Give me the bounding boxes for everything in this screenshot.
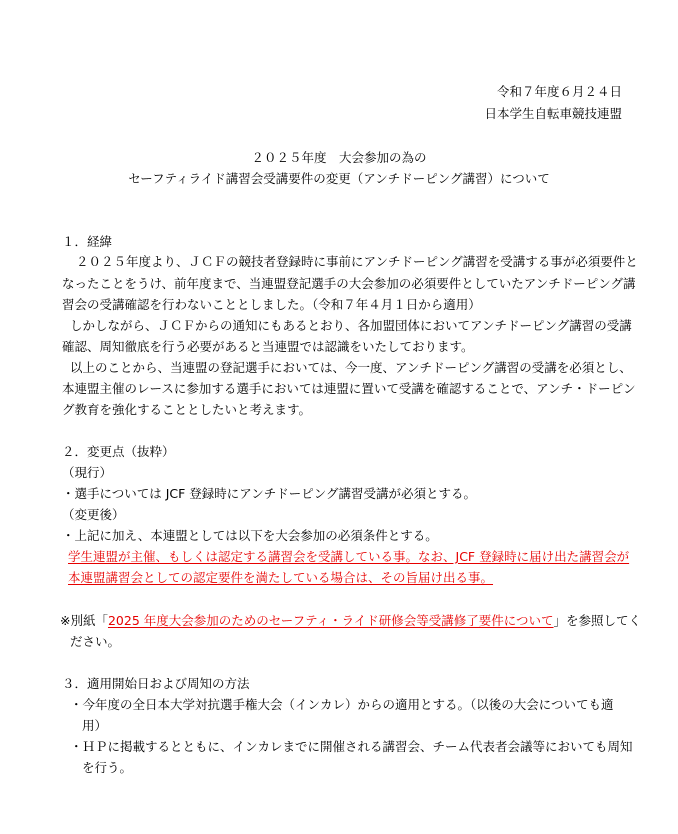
- current-label: （現行）: [62, 465, 113, 480]
- title-line-2: セーフティライド講習会受講要件の変更（アンチドーピング講習）について: [128, 171, 550, 186]
- title-line-1: ２０２５年度 大会参加の為の: [251, 150, 427, 165]
- after-item: ・上記に加え、本連盟としては以下を大会参加の必須条件とする。: [62, 528, 438, 543]
- note-line-2: ださい。: [70, 634, 121, 649]
- section-1-text: しかしながら、ＪＣＦからの通知にもあるとおり、各加盟団体においてアンチドーピング講習の受講: [70, 318, 632, 333]
- section-1-text: なったことをうけ、前年度まで、当連盟登記選手の大会参加の必須要件としていたアンチドーピング講: [62, 276, 636, 291]
- section-3-item: ・ＨＰに掲載するとともに、インカレまでに開催される講習会、チーム代表者会議等においても周知: [70, 739, 633, 754]
- attachment-link[interactable]: 2025 年度大会参加のためのセーフティ・ライド研修会等受講修了要件について: [107, 613, 554, 628]
- note-line: [60, 611, 641, 629]
- section-3-item: 用）: [82, 718, 108, 733]
- new-requirement-text: 学生連盟が主催、もしくは認定する講習会を受講している事。なお、JCF 登録時に届け出た講習会が: [68, 549, 630, 564]
- section-1-text: 本連盟主催のレースに参加する選手においては連盟に置いて受講を確認することで、アンチ・ドーピン: [62, 381, 636, 396]
- section-3-item: ・今年度の全日本大学対抗選手権大会（インカレ）からの適用とする。（以後の大会についても適: [70, 697, 614, 712]
- section-1-text: ２０２５年度より、ＪＣＦの競技者登録時に事前にアンチドーピング講習を受講する事が必須要件と: [76, 254, 638, 269]
- section-1-text: グ教育を強化することとしたいと考えます。: [62, 402, 312, 417]
- after-label: （変更後）: [62, 507, 125, 522]
- section-3-heading: ３．適用開始日および周知の方法: [62, 676, 250, 691]
- current-item: ・選手については JCF 登録時にアンチドーピング講習受講が必須とする。: [62, 486, 477, 501]
- section-1-text: 以上のことから、当連盟の登記選手においては、今一度、アンチドーピング講習の受講を必須とし、: [70, 360, 632, 375]
- new-requirement-text: 本連盟講習会としての認定要件を満たしている場合は、その旨届け出る事。: [68, 570, 494, 585]
- note-suffix: 」を参照してく: [553, 613, 642, 628]
- section-1-text: 習会の受講確認を行わないこととしました。（令和７年４月１日から適用）: [62, 297, 481, 312]
- date: 令和７年度６月２４日: [496, 84, 622, 99]
- section-1-heading: １．経緯: [62, 234, 113, 249]
- note-prefix: ※別紙「: [60, 613, 108, 628]
- organization: 日本学生自転車競技連盟: [484, 106, 622, 121]
- section-2-heading: ２．変更点（抜粋）: [62, 444, 175, 459]
- section-3-item: を行う。: [82, 760, 133, 775]
- section-1-text: 確認、周知徹底を行う必要があると当連盟では認識をいたしております。: [62, 339, 474, 354]
